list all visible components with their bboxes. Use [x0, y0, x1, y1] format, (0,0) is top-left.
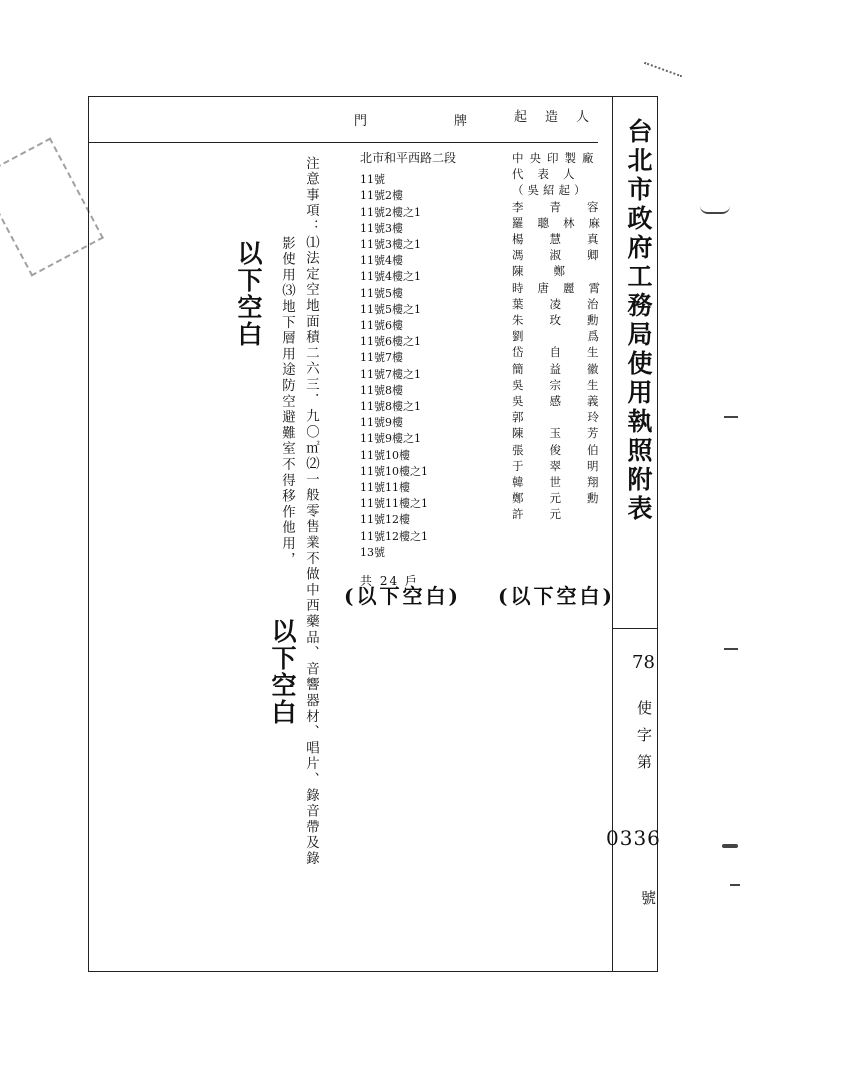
- list-item: 中央印製廠: [512, 151, 600, 165]
- scan-speck: [700, 206, 730, 214]
- list-item: 于翠明: [512, 458, 625, 473]
- list-item: 李青容: [512, 199, 625, 214]
- list-item: 11號12樓: [360, 513, 410, 527]
- list-item: 郭玲: [512, 410, 663, 425]
- permit-suffix: 號: [639, 890, 657, 905]
- list-item: 11號4樓: [360, 254, 403, 268]
- list-item: 11號8樓之1: [360, 400, 421, 414]
- list-item: 11號8樓: [360, 383, 403, 397]
- list-item: 張俊伯: [512, 442, 625, 457]
- list-item: 楊慧真: [512, 232, 625, 247]
- blank-stamp-addresses: (以下空白): [344, 584, 461, 608]
- list-item: 11號10樓: [360, 448, 410, 462]
- blank-stamp-makers: (以下空白): [498, 584, 615, 608]
- list-item: 11號5樓: [360, 286, 403, 300]
- maker-header-label: 起造人: [514, 110, 608, 125]
- list-item: 11號12樓之1: [360, 529, 428, 543]
- notes-line-1: 注意事項：⑴法定空地面積二六三．九〇㎡⑵一般零售業不做中西藥品、音響器材、唱片、錄音帶及錄: [303, 156, 319, 867]
- list-item: 劉爲: [512, 329, 663, 344]
- document-title: 台北市政府工務局使用執照附表: [624, 118, 653, 524]
- address-header-label: [354, 110, 369, 129]
- list-item: 簡益徽: [512, 361, 625, 376]
- list-item: 代表人: [512, 167, 589, 182]
- list-item: 11號9樓: [360, 416, 403, 430]
- list-item: （吳紹起）: [512, 183, 590, 198]
- list-item: 時唐麗霄: [512, 280, 614, 295]
- list-item: 11號11樓: [360, 481, 410, 495]
- list-item: 11號9樓之1: [360, 432, 421, 446]
- list-item: 13號: [360, 545, 385, 559]
- list-item: 陳鄭: [512, 264, 595, 279]
- list-item: 馮淑卿: [512, 248, 625, 263]
- page-number: 78: [632, 652, 655, 673]
- permit-serial: 0336: [606, 826, 661, 850]
- scan-speck: [638, 62, 682, 94]
- list-item: 羅聰林麻: [512, 215, 614, 230]
- address-list: [360, 150, 490, 589]
- list-item: 陳玉芳: [512, 426, 625, 441]
- scan-speck: [724, 648, 738, 650]
- address-header-label-second: [454, 110, 469, 129]
- list-item: 吳感義: [512, 394, 625, 409]
- list-item: 葉凌治: [512, 296, 625, 311]
- list-item: 岱自生: [512, 345, 625, 360]
- list-item: 11號5樓之1: [360, 302, 421, 316]
- list-item: 11號7樓: [360, 351, 403, 365]
- list-item: 11號7樓之1: [360, 367, 421, 381]
- list-item: 11號2樓之1: [360, 205, 421, 219]
- list-item: 許元: [512, 507, 587, 522]
- list-item: 11號6樓: [360, 319, 403, 333]
- list-item: 11號4樓之1: [360, 270, 421, 284]
- permit-prefix: 使字第: [635, 700, 653, 781]
- notes-line-2: 影使用⑶地下層用途防空避難室不得移作他用，: [279, 236, 295, 568]
- list-item: 11號3樓: [360, 221, 403, 235]
- list-item: 11號: [360, 173, 385, 187]
- blank-stamp-left: 以下空白: [234, 240, 263, 348]
- title-column-underline: [612, 628, 658, 629]
- list-item: 北市和平西路二段: [360, 151, 457, 165]
- list-item: 11號11樓之1: [360, 497, 428, 511]
- scan-speck: [722, 844, 738, 848]
- scan-speck: [730, 884, 740, 886]
- household-total: 共 24 戶: [360, 574, 419, 589]
- list-item: 11號6樓之1: [360, 335, 421, 349]
- list-item: 11號10樓之1: [360, 464, 428, 478]
- header-divider: [88, 142, 598, 143]
- list-item: 11號3樓之1: [360, 238, 421, 252]
- list-item: 朱玫勳: [512, 313, 625, 328]
- scan-speck: [724, 416, 738, 418]
- list-item: 鄭元勳: [512, 491, 625, 506]
- address-header-second: 牌: [454, 114, 470, 129]
- list-item: 吳宗生: [512, 377, 625, 392]
- address-header-first: 門: [354, 114, 370, 129]
- list-item: 韓世翔: [512, 475, 625, 490]
- list-item: 11號2樓: [360, 189, 403, 203]
- blank-stamp-notes: 以下空白: [268, 618, 297, 726]
